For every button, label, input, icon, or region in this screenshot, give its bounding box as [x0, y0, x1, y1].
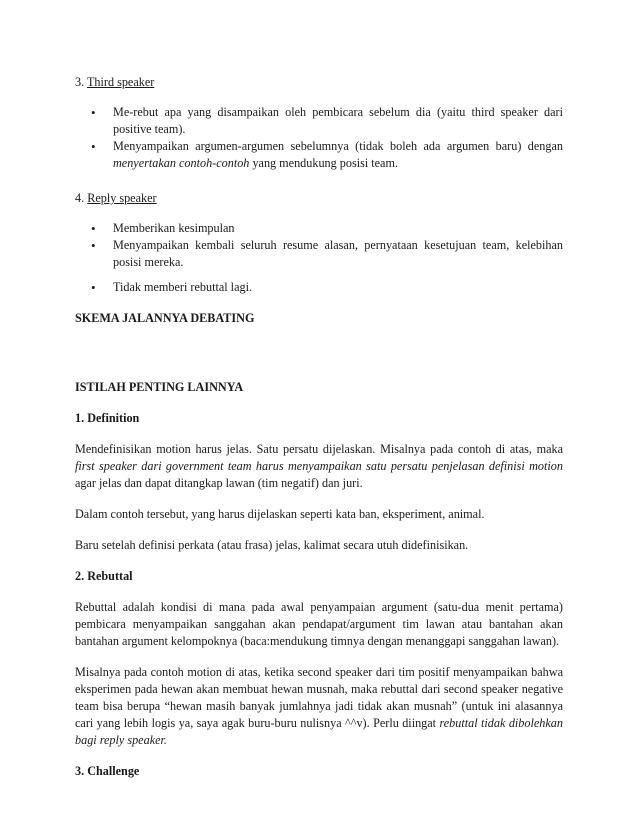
definition-heading: 1. Definition — [75, 411, 140, 425]
definition-text: Mendefinisikan motion harus jelas. Satu persatu dijelaskan. Misalnya pada contoh di atas, maka — [75, 442, 563, 456]
list-item — [75, 104, 563, 138]
reply-speaker-title: Reply speaker — [87, 191, 157, 205]
list-item-text: Menyampaikan kembali seluruh resume alasan, pernyataan kesetujuan team, kelebihan posisi mereka. — [113, 238, 563, 269]
reply-speaker-number: 4. — [75, 191, 88, 205]
rebuttal-heading: 2. Rebuttal — [75, 569, 133, 583]
third-speaker-number: 3. — [75, 75, 87, 89]
rebuttal-text: Misalnya pada contoh motion di atas, ketika second speaker dari tim positif menyampaikan bahwa eksperimen pada hewan akan membuat hewan musnah, maka rebuttal dari second speaker negative team bisa berupa “hewan masih banyak jumlahnya jadi tidak akan musnah” (untuk ini alasannya cari yang lebih logis ya, saya agak buru-buru nulisnya ^^v). Perlu diingat — [75, 665, 563, 730]
list-item — [75, 237, 563, 271]
reply-speaker-list — [75, 220, 563, 296]
istilah-heading: ISTILAH PENTING LAINNYA — [75, 380, 244, 394]
definition-text-tail: agar jelas dan dapat ditangkap lawan (tim negatif) dan juri. — [75, 476, 363, 490]
skema-heading: SKEMA JALANNYA DEBATING — [75, 311, 255, 325]
definition-paragraph-2: Dalam contoh tersebut, yang harus dijelaskan seperti kata ban, eksperiment, animal. — [75, 507, 485, 521]
list-item-text: Tidak memberi rebuttal lagi. — [113, 280, 253, 294]
third-speaker-heading — [75, 74, 563, 91]
list-item — [75, 220, 563, 237]
list-item — [75, 279, 563, 296]
list-item-text: Menyampaikan argumen-argumen sebelumnya (tidak boleh ada argumen baru) dengan — [113, 139, 563, 153]
list-item-text: Me-rebut apa yang disampaikan oleh pembicara sebelum dia (yaitu third speaker dari positive team). — [113, 105, 563, 136]
third-speaker-title: Third speaker — [86, 75, 155, 89]
list-item-italic-text: menyertakan contoh-contoh — [113, 156, 250, 170]
rebuttal-paragraph-2 — [75, 664, 563, 749]
definition-paragraph-1 — [75, 441, 563, 492]
rebuttal-italic-text: rebuttal tidak dibolehkan bagi reply speaker. — [75, 716, 563, 747]
list-item — [75, 138, 563, 172]
reply-speaker-heading — [75, 190, 563, 207]
list-item-text: Memberikan kesimpulan — [113, 221, 235, 235]
third-speaker-list — [75, 104, 563, 172]
definition-italic-text: first speaker dari government team harus menyampaikan satu persatu penjelasan definisi motion — [75, 459, 563, 473]
challenge-heading: 3. Challenge — [75, 764, 140, 778]
definition-paragraph-3: Baru setelah definisi perkata (atau frasa) jelas, kalimat secara utuh didefinisikan. — [75, 538, 469, 552]
rebuttal-paragraph-1: Rebuttal adalah kondisi di mana pada awal penyampaian argument (satu-dua menit pertama) pembicara menyampaikan sanggahan akan pendapat/argument tim lawan atau bantahan akan bantahan argument kelompoknya (baca:mendukung timnya dengan menanggapi sanggahan lawan). — [75, 600, 563, 648]
document-page — [75, 72, 563, 780]
list-item-text-tail: yang mendukung posisi team. — [249, 156, 398, 170]
